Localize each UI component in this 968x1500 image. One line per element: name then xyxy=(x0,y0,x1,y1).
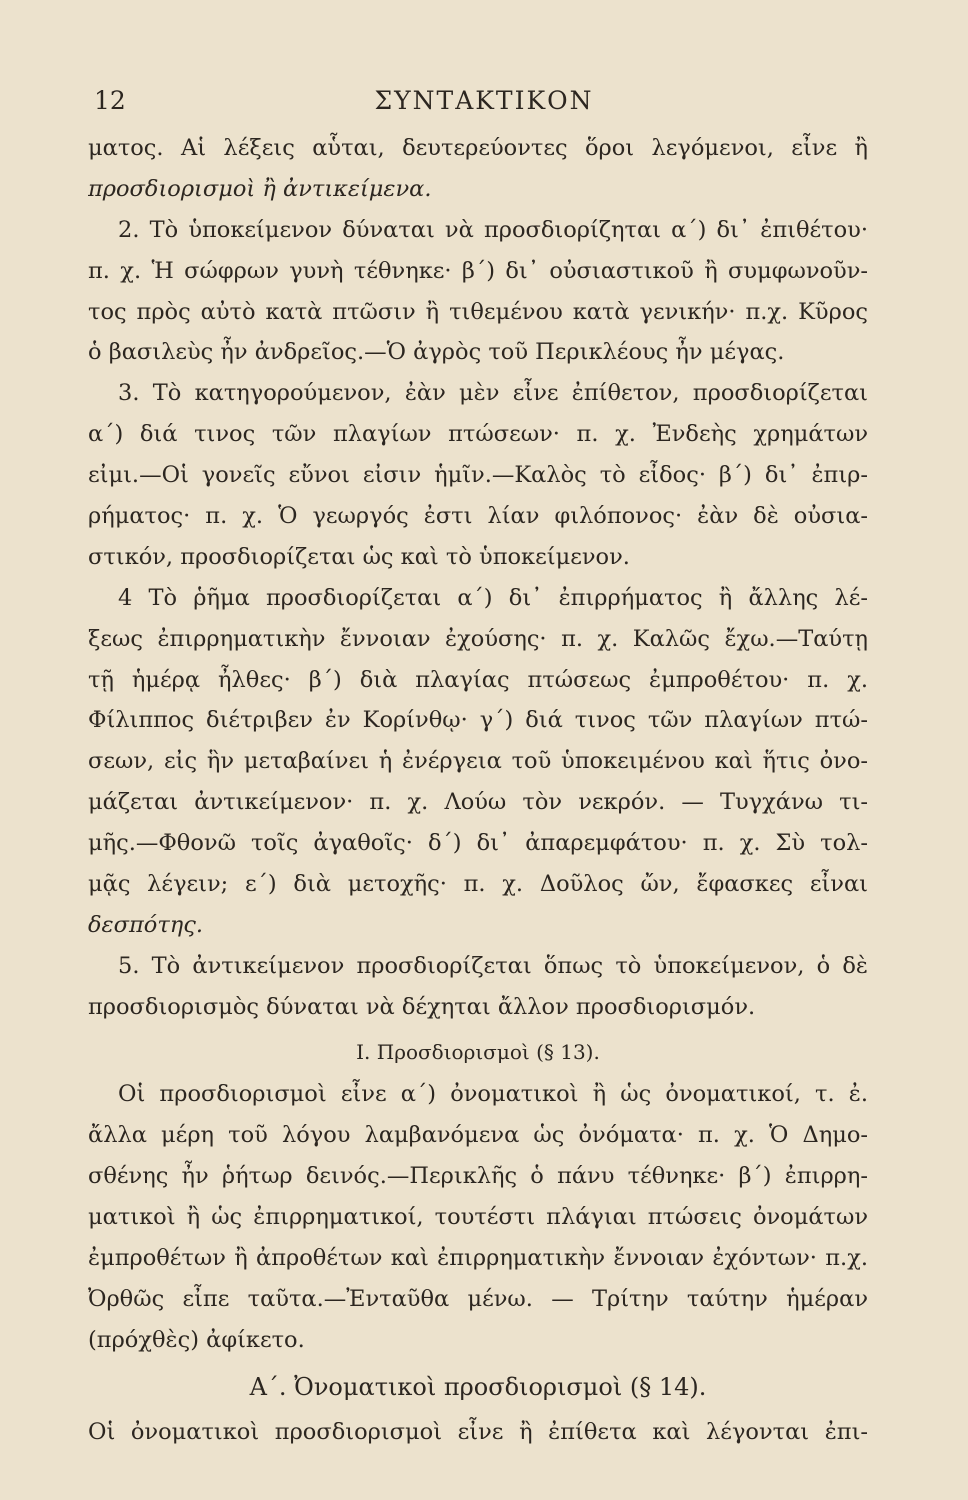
text-line: ματικοὶ ἢ ὡς ἐπιρρηματικοί, τουτέστι πλάγιαι πτώσεις ὀνομάτων xyxy=(88,1204,868,1231)
text-line: 3. Τὸ κατηγορούμενον, ἐὰν μὲν εἶνε ἐπίθετον, προσδιορίζεται xyxy=(118,380,868,407)
text-line: 5. Τὸ ἀντικείμενον προσδιορίζεται ὅπως τὸ ὑποκείμενον, ὁ δὲ xyxy=(118,952,868,979)
text-line: δεσπότης. xyxy=(88,911,203,938)
text-line: ξεως ἐπιρρηματικὴν ἔννοιαν ἐχούσης· π. χ. Καλῶς ἔχω.—Ταύτῃ xyxy=(88,625,868,652)
text-line: σθένης ἦν ῥήτωρ δεινός.—Περικλῆς ὁ πάνυ τέθνηκε· β΄) ἐπιρρη- xyxy=(88,1163,868,1190)
text-line: προσδιορισμοὶ ἢ ἀντικείμενα. xyxy=(88,175,432,202)
running-title: ΣΥΝΤΑΚΤΙΚΟΝ xyxy=(374,86,594,115)
section-heading: Ι. Προσδιορισμοὶ (§ 13). xyxy=(356,1039,600,1064)
text-line: μάζεται ἀντικείμενον· π. χ. Λούω τὸν νεκρόν. — Τυγχάνω τι- xyxy=(88,789,868,816)
text-line: 4 Τὸ ῥῆμα προσδιορίζεται α΄) δι᾽ ἐπιρρήματος ἢ ἄλλης λέ- xyxy=(118,584,868,611)
text-line: (πρόχθὲς) ἀφίκετο. xyxy=(88,1326,305,1353)
text-line: προσδιορισμὸς δύναται νὰ δέχηται ἄλλον προσδιορισμόν. xyxy=(88,993,756,1020)
text-line: ὁ βασιλεὺς ἦν ἀνδρεῖος.—Ὁ ἀγρὸς τοῦ Περικλέους ἦν μέγας. xyxy=(88,339,785,366)
text-line: ματος. Αἱ λέξεις αὗται, δευτερεύοντες ὅροι λεγόμενοι, εἶνε ἢ xyxy=(88,135,868,161)
page-number: 12 xyxy=(94,86,126,115)
text-line: Φίλιππος διέτριβεν ἐν Κορίνθῳ· γ΄) διά τινος τῶν πλαγίων πτώ- xyxy=(88,707,868,734)
text-line: τῇ ἡμέρᾳ ἦλθες· β΄) διὰ πλαγίας πτώσεως ἐμπροθέτου· π. χ. xyxy=(88,666,868,693)
text-line: στικόν, προσδιορίζεται ὡς καὶ τὸ ὑποκείμενον. xyxy=(88,543,630,570)
text-line: εἰμι.—Οἱ γονεῖς εὔνοι εἰσιν ἡμῖν.—Καλὸς τὸ εἶδος· β΄) δι᾽ ἐπιρ- xyxy=(88,462,868,489)
text-line: ρήματος· π. χ. Ὁ γεωργός ἐστι λίαν φιλόπονος· ἐὰν δὲ οὐσια- xyxy=(88,503,868,530)
text-line: Οἱ προσδιορισμοὶ εἶνε α΄) ὀνοματικοὶ ἢ ὡς ὀνοματικοί, τ. ἐ. xyxy=(118,1081,868,1108)
text-line: α΄) διά τινος τῶν πλαγίων πτώσεων· π. χ. Ἐνδεὴς χρημάτων xyxy=(88,421,868,448)
text-line: ἄλλα μέρη τοῦ λόγου λαμβανόμενα ὡς ὀνόματα· π. χ. Ὁ Δημο- xyxy=(88,1122,868,1149)
text-line: μᾷς λέγειν; ε΄) διὰ μετοχῆς· π. χ. Δοῦλος ὤν, ἔφασκες εἶναι xyxy=(88,871,868,898)
text-line: σεων, εἰς ἣν μεταβαίνει ἡ ἐνέργεια τοῦ ὑποκειμένου καὶ ἥτις ὀνο- xyxy=(88,748,868,775)
text-line: Ὀρθῶς εἶπε ταῦτα.—Ἐνταῦθα μένω. — Τρίτην ταύτην ἡμέραν xyxy=(88,1285,868,1312)
text-line: Οἱ ὀνοματικοὶ προσδιορισμοὶ εἶνε ἢ ἐπίθετα καὶ λέγονται ἐπι- xyxy=(88,1418,868,1445)
text-line: 2. Τὸ ὑποκείμενον δύναται νὰ προσδιορίζηται α΄) δι᾽ ἐπιθέτου· xyxy=(118,216,868,243)
text-line: π. χ. Ἡ σώφρων γυνὴ τέθνηκε· β΄) δι᾽ οὐσιαστικοῦ ἢ συμφωνοῦν- xyxy=(88,257,868,284)
section-heading: Α΄. Ὀνοματικοὶ προσδιορισμοὶ (§ 14). xyxy=(249,1372,707,1401)
page-body xyxy=(88,128,868,1453)
page-header xyxy=(0,86,968,126)
text-line: τος πρὸς αὐτὸ κατὰ πτῶσιν ἢ τιθεμένου κατὰ γενικήν· π.χ. Κῦρος xyxy=(88,298,868,325)
text-line: ἐμπροθέτων ἢ ἀπροθέτων καὶ ἐπιρρηματικὴν ἔννοιαν ἐχόντων· π.χ. xyxy=(88,1245,868,1272)
text-line: μῆς.—Φθονῶ τοῖς ἀγαθοῖς· δ΄) δι᾽ ἀπαρεμφάτου· π. χ. Σὺ τολ- xyxy=(88,830,868,857)
